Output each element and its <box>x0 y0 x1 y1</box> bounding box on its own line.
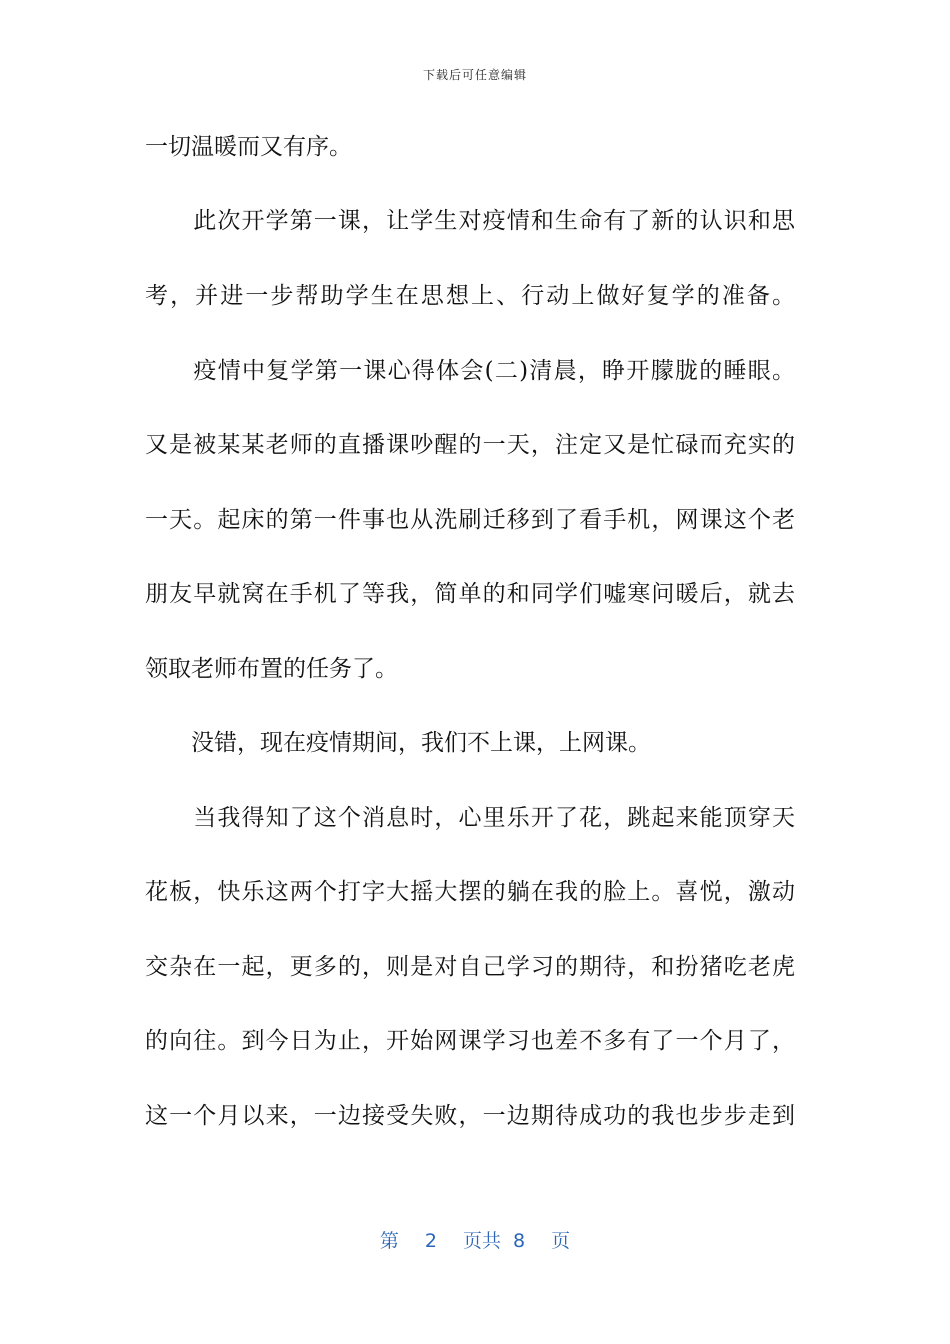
footer-total-pages: 8 <box>513 1230 526 1252</box>
body-line-13: 的向往。到今日为止，开始网课学习也差不多有了一个月了， <box>145 1028 795 1054</box>
footer-current-page: 2 <box>424 1230 437 1252</box>
footer-middle: 页共 <box>462 1230 501 1252</box>
body-line-10: 当我得知了这个消息时，心里乐开了花，跳起来能顶穿天 <box>145 805 795 831</box>
body-line-14: 这一个月以来，一边接受失败，一边期待成功的我也步步走到 <box>145 1103 795 1129</box>
body-line-11: 花板，快乐这两个打字大摇大摆的躺在我的脸上。喜悦，激动 <box>145 879 795 905</box>
body-line-3: 考，并进一步帮助学生在思想上、行动上做好复学的准备。 <box>145 283 795 309</box>
body-line-8: 领取老师布置的任务了。 <box>145 656 398 682</box>
body-line-1: 一切温暖而又有序。 <box>145 134 352 160</box>
body-line-12: 交杂在一起，更多的，则是对自己学习的期待，和扮猪吃老虎 <box>145 954 795 980</box>
footer-prefix: 第 <box>379 1230 399 1252</box>
body-line-7: 朋友早就窝在手机了等我，简单的和同学们嘘寒问暖后，就去 <box>145 581 795 607</box>
page-header: 下载后可任意编辑 <box>422 68 527 82</box>
body-line-6: 一天。起床的第一件事也从洗刷迁移到了看手机，网课这个老 <box>145 507 795 533</box>
footer-suffix: 页 <box>551 1230 571 1252</box>
body-line-5: 又是被某某老师的直播课吵醒的一天，注定又是忙碌而充实的 <box>145 432 795 458</box>
body-line-4: 疫情中复学第一课心得体会(二)清晨，睁开朦胧的睡眼。 <box>145 358 795 384</box>
page-footer <box>0 1226 950 1253</box>
body-line-9: 没错，现在疫情期间，我们不上课，上网课。 <box>145 730 651 756</box>
body-line-2: 此次开学第一课，让学生对疫情和生命有了新的认识和思 <box>145 208 795 234</box>
